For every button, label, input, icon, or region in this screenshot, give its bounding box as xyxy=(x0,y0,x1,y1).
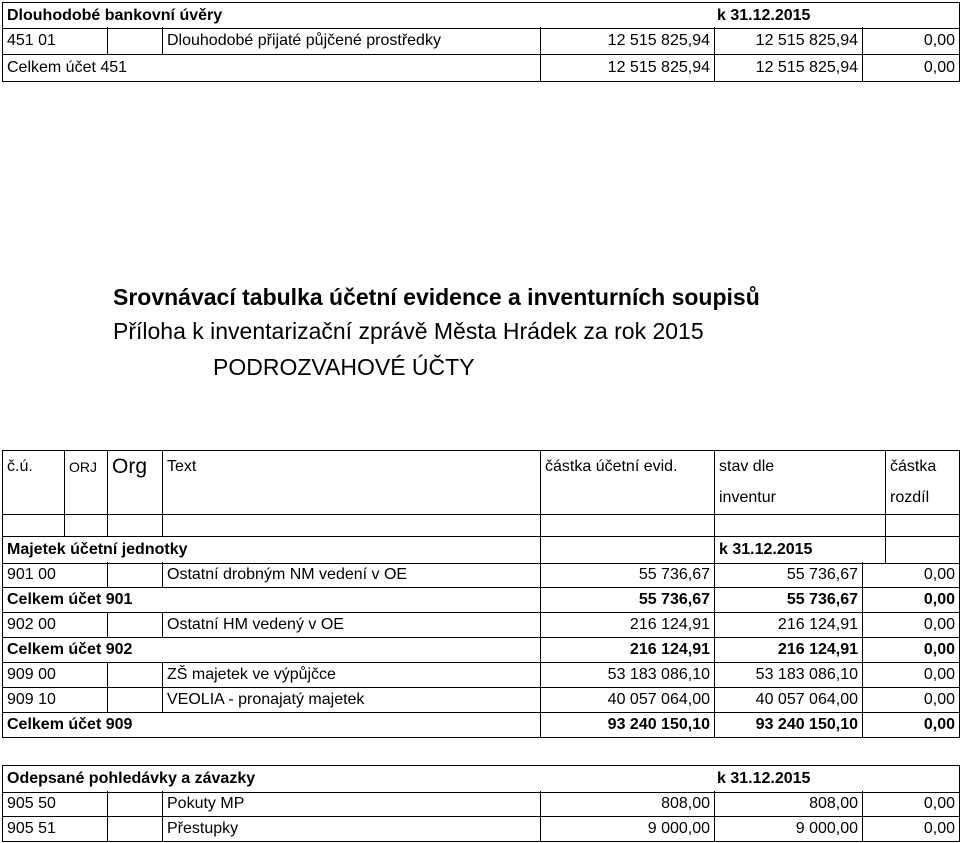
empty-cell xyxy=(108,687,163,712)
difference-amount: 0,00 xyxy=(923,615,955,633)
account-number: 905 50 xyxy=(3,791,108,816)
table-row xyxy=(2,562,960,588)
empty-cell xyxy=(65,482,108,514)
empty-cell xyxy=(108,27,163,54)
section-heading-row xyxy=(2,536,960,564)
account-number: 909 00 xyxy=(3,662,108,687)
inventory-amount: 55 736,67 xyxy=(715,562,863,587)
section-heading-row xyxy=(2,2,960,29)
column-header-inventory-line2: inventur xyxy=(715,482,886,514)
evid-amount: 12 515 825,94 xyxy=(541,54,715,81)
column-header-orj: ORJ xyxy=(65,451,108,483)
inventory-amount: 12 515 825,94 xyxy=(715,27,863,54)
page-title: Srovnávací tabulka účetní evidence a inventurních soupisů xyxy=(113,284,760,310)
difference-amount: 0,00 xyxy=(923,31,955,49)
table-row xyxy=(2,612,960,638)
empty-cell xyxy=(108,482,163,514)
evid-amount: 808,00 xyxy=(541,791,715,816)
table-row xyxy=(2,27,960,55)
inventory-amount: 93 240 150,10 xyxy=(715,712,863,737)
empty-cell xyxy=(541,537,715,563)
total-row xyxy=(2,712,960,738)
empty-cell xyxy=(3,514,65,536)
table-row xyxy=(2,687,960,713)
column-header-evid: částka účetní evid. xyxy=(541,451,715,483)
inventory-amount: 55 736,67 xyxy=(715,587,863,612)
difference-amount: 0,00 xyxy=(923,665,955,683)
evid-amount: 12 515 825,94 xyxy=(541,27,715,54)
empty-cell xyxy=(108,562,163,587)
inventory-amount: 216 124,91 xyxy=(715,637,863,662)
difference-amount: 0,00 xyxy=(923,58,955,76)
evid-amount: 55 736,67 xyxy=(541,562,715,587)
empty-cell xyxy=(65,514,108,536)
row-text: ZŠ majetek ve výpůjčce xyxy=(163,662,541,687)
evid-amount: 216 124,91 xyxy=(541,637,715,662)
total-label: Celkem účet 902 xyxy=(3,637,541,662)
table-row xyxy=(2,662,960,688)
section-date: k 31.12.2015 xyxy=(717,770,811,787)
account-number: 451 01 xyxy=(3,27,108,54)
total-row xyxy=(2,54,960,82)
empty-cell xyxy=(108,791,163,816)
column-header-account: č.ú. xyxy=(3,451,65,483)
inventory-amount: 40 057 064,00 xyxy=(715,687,863,712)
page-subtitle: Příloha k inventarizační zprávě Města Hrádek za rok 2015 xyxy=(113,318,704,344)
evid-amount: 55 736,67 xyxy=(541,587,715,612)
total-label: Celkem účet 451 xyxy=(3,54,541,81)
section-title: PODROZVAHOVÉ ÚČTY xyxy=(213,354,475,380)
difference-amount: 0,00 xyxy=(923,819,955,837)
column-header-text: Text xyxy=(163,451,541,483)
section-heading-row xyxy=(2,765,960,793)
section-heading: Dlouhodobé bankovní úvěry xyxy=(7,6,223,24)
row-text: Ostatní drobným NM vedení v OE xyxy=(163,562,541,587)
empty-cell xyxy=(163,482,541,514)
column-header-row-2 xyxy=(2,482,960,515)
total-label: Celkem účet 901 xyxy=(3,587,541,612)
row-text: Ostatní HM vedený v OE xyxy=(163,612,541,637)
section-heading: Odepsané pohledávky a závazky xyxy=(7,770,256,787)
total-label: Celkem účet 909 xyxy=(3,712,541,737)
spacer-row xyxy=(2,514,960,536)
empty-cell xyxy=(541,514,715,536)
difference-amount: 0,00 xyxy=(923,715,955,733)
difference-amount: 0,00 xyxy=(923,565,955,583)
evid-amount: 216 124,91 xyxy=(541,612,715,637)
account-number: 902 00 xyxy=(3,612,108,637)
column-header-row xyxy=(2,450,960,483)
empty-cell xyxy=(3,482,65,514)
account-number: 909 10 xyxy=(3,687,108,712)
column-header-difference: částka xyxy=(890,458,937,475)
column-header-org: Org xyxy=(108,451,163,483)
empty-cell xyxy=(541,482,715,514)
inventory-amount: 9 000,00 xyxy=(715,816,863,841)
section-heading: Majetek účetní jednotky xyxy=(3,537,541,563)
total-row xyxy=(2,637,960,663)
difference-amount: 0,00 xyxy=(923,794,955,812)
table-row xyxy=(2,791,960,817)
column-header-difference-line2: rozdíl xyxy=(890,489,930,506)
evid-amount: 93 240 150,10 xyxy=(541,712,715,737)
empty-cell xyxy=(108,514,163,536)
evid-amount: 40 057 064,00 xyxy=(541,687,715,712)
difference-amount: 0,00 xyxy=(923,640,955,658)
row-text: Přestupky xyxy=(163,816,541,841)
inventory-amount: 216 124,91 xyxy=(715,612,863,637)
difference-amount: 0,00 xyxy=(923,690,955,708)
empty-cell xyxy=(108,816,163,841)
row-text: Dlouhodobé přijaté půjčené prostředky xyxy=(163,27,541,54)
empty-cell xyxy=(108,662,163,687)
difference-amount: 0,00 xyxy=(923,590,955,608)
section-date: k 31.12.2015 xyxy=(717,6,811,24)
empty-cell xyxy=(715,514,886,536)
evid-amount: 9 000,00 xyxy=(541,816,715,841)
empty-cell xyxy=(108,612,163,637)
total-row xyxy=(2,587,960,613)
evid-amount: 53 183 086,10 xyxy=(541,662,715,687)
row-text: Pokuty MP xyxy=(163,791,541,816)
section-date: k 31.12.2015 xyxy=(715,537,886,563)
row-text: VEOLIA - pronajatý majetek xyxy=(163,687,541,712)
empty-cell xyxy=(163,514,541,536)
table-row xyxy=(2,816,960,842)
account-number: 901 00 xyxy=(3,562,108,587)
account-number: 905 51 xyxy=(3,816,108,841)
inventory-amount: 808,00 xyxy=(715,791,863,816)
inventory-amount: 53 183 086,10 xyxy=(715,662,863,687)
inventory-amount: 12 515 825,94 xyxy=(715,54,863,81)
column-header-inventory: stav dle xyxy=(715,451,886,483)
